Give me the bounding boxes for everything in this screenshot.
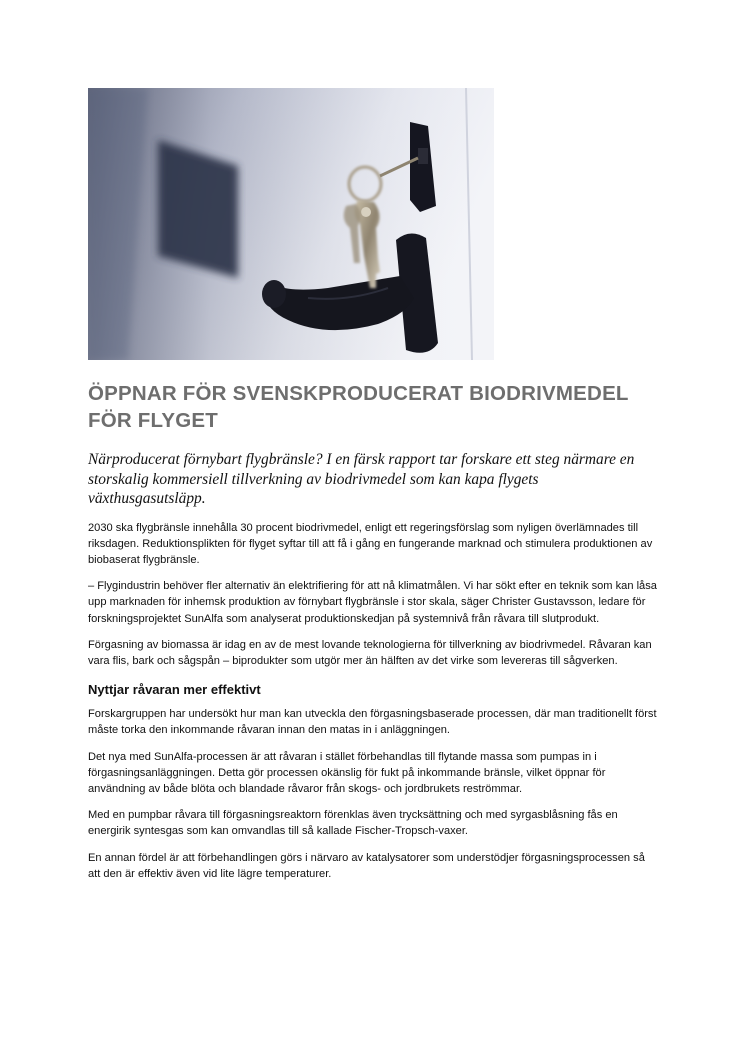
article bbox=[88, 88, 658, 882]
paragraph: Förgasning av biomassa är idag en av de mest lovande teknologierna för tillverkning av biodrivmedel. Råvaran kan vara flis, bark och sågspån – biprodukter som utgör mer än hälften av det virke som levereras till sågverken. bbox=[88, 638, 652, 667]
paragraph: En annan fördel är att förbehandlingen görs i närvaro av katalysatorer som understödjer förgasningsprocessen så att den är effektiv även vid lite lägre temperaturer. bbox=[88, 851, 645, 880]
paragraph: – Flygindustrin behöver fler alternativ än elektrifiering för att nå klimatmålen. Vi har sökt efter en teknik som kan låsa upp marknaden för inhemsk produktion av förnybart flygbränsle i stor skala, säger Christer Gustavsson, ledare för forskningsprojektet SunAlfa som analyserat produktionskedjan på systemnivå från råvara till slutprodukt. bbox=[88, 580, 657, 625]
paragraph: 2030 ska flygbränsle innehålla 30 procent biodrivmedel, enligt ett regeringsförslag som nyligen överlämnades till riksdagen. Reduktionsplikten för flyget syftar till att få i gång en fungerande marknad och stimulera produktionen av biobaserat flygbränsle. bbox=[88, 521, 653, 566]
article-title: ÖPPNAR FÖR SVENSKPRODUCERAT BIODRIVMEDEL FÖR FLYGET bbox=[88, 382, 629, 432]
paragraph: Forskargruppen har undersökt hur man kan utveckla den förgasningsbaserade processen, där man traditionellt först måste torka den inkommande råvaran innan den matas in i anläggningen. bbox=[88, 708, 657, 737]
paragraph: Med en pumpbar råvara till förgasningsreaktorn förenklas även trycksättning och med syrgasblåsning fås en energirik syntesgas som kan omvandlas till så kallade Fischer-Tropsch-vaxer. bbox=[88, 809, 618, 838]
paragraph: Det nya med SunAlfa-processen är att råvaran i stället förbehandlas till flytande massa som pumpas in i förgasningsanläggningen. Detta gör processen okänslig för fukt på inkommande bränsle, vilket öppnar för användning av både blöta och blandade råvaror från skogs- och jordbrukets reströmmar. bbox=[88, 750, 606, 795]
section-heading: Nyttjar råvaran mer effektivt bbox=[88, 682, 261, 698]
article-lead: Närproducerat förnybart flygbränsle? I en färsk rapport tar forskare ett steg närmare en storskalig kommersiell tillverkning av biodrivmedel som kan kapa flygets växthusgasutsläpp. bbox=[88, 451, 635, 507]
door-key-photo bbox=[88, 88, 494, 360]
hero-image bbox=[88, 88, 494, 360]
